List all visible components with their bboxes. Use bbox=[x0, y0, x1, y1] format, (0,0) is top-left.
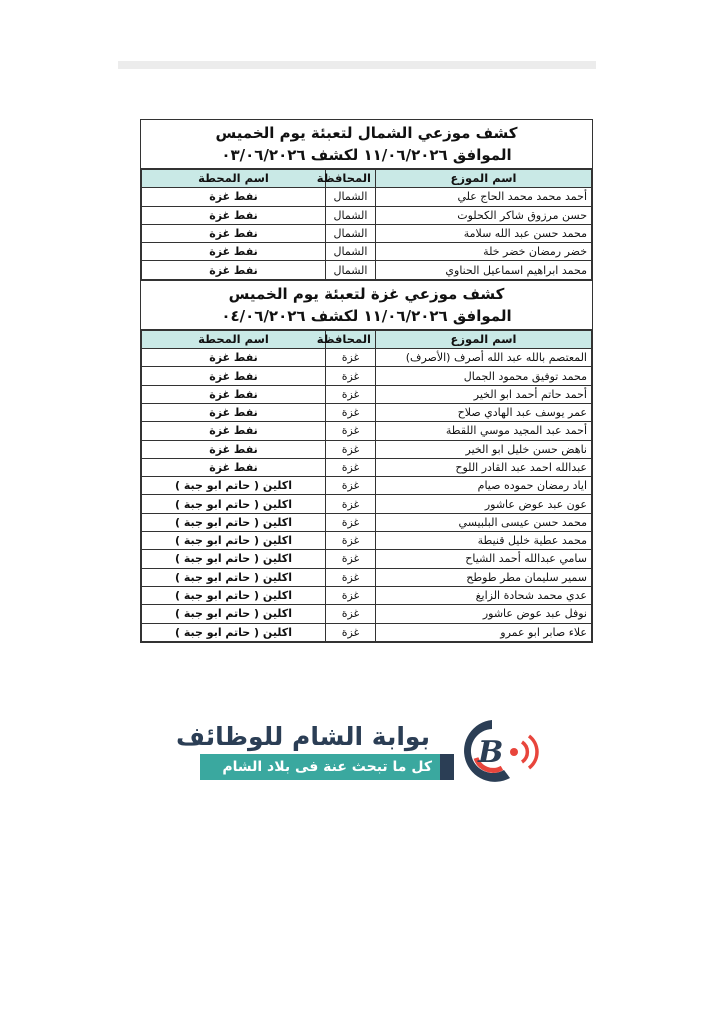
north-header-row bbox=[142, 170, 592, 188]
table-row bbox=[142, 206, 592, 224]
cell-station: اكلين ( حاتم ابو جبة ) bbox=[142, 623, 326, 641]
cell-station: نفط غزة bbox=[142, 458, 326, 476]
cell-gov: غزة bbox=[326, 605, 376, 623]
header-station: اسم المحطة bbox=[142, 170, 326, 188]
cell-gov: غزة bbox=[326, 495, 376, 513]
cell-name: عبدالله احمد عبد القادر اللوح bbox=[376, 458, 592, 476]
cell-name: ناهض حسن خليل ابو الخير bbox=[376, 440, 592, 458]
table-row bbox=[142, 477, 592, 495]
cell-gov: غزة bbox=[326, 440, 376, 458]
table-row bbox=[142, 605, 592, 623]
header-gov: المحافظة bbox=[326, 330, 376, 348]
cell-gov: الشمال bbox=[326, 224, 376, 242]
cell-station: نفط غزة bbox=[142, 224, 326, 242]
cell-name: أحمد عبد المجيد موسي اللقطة bbox=[376, 422, 592, 440]
table-row bbox=[142, 261, 592, 279]
logo-letter: B bbox=[478, 735, 504, 770]
cell-gov: غزة bbox=[326, 367, 376, 385]
cell-gov: غزة bbox=[326, 532, 376, 550]
cell-gov: غزة bbox=[326, 550, 376, 568]
cell-station: اكلين ( حاتم ابو جبة ) bbox=[142, 495, 326, 513]
logo-emblem-icon bbox=[452, 712, 544, 790]
table-row bbox=[142, 243, 592, 261]
cell-name: عمر يوسف عبد الهادي صلاح bbox=[376, 403, 592, 421]
logo-title: بوابة الشام للوظائف bbox=[175, 722, 430, 751]
cell-name: حسن مرزوق شاكر الكحلوت bbox=[376, 206, 592, 224]
cell-station: اكلين ( حاتم ابو جبة ) bbox=[142, 550, 326, 568]
cell-gov: غزة bbox=[326, 513, 376, 531]
table-row bbox=[142, 440, 592, 458]
cell-name: سمير سليمان مطر طوطح bbox=[376, 568, 592, 586]
cell-station: نفط غزة bbox=[142, 440, 326, 458]
cell-gov: الشمال bbox=[326, 261, 376, 279]
table-row bbox=[142, 568, 592, 586]
cell-name: محمد توفيق محمود الجمال bbox=[376, 367, 592, 385]
table-row bbox=[142, 349, 592, 367]
cell-gov: غزة bbox=[326, 477, 376, 495]
cell-station: نفط غزة bbox=[142, 403, 326, 421]
cell-name: علاء صابر ابو عمرو bbox=[376, 623, 592, 641]
cell-name: المعتصم بالله عبد الله أصرف (الأصرف) bbox=[376, 349, 592, 367]
cell-station: نفط غزة bbox=[142, 349, 326, 367]
cell-station: اكلين ( حاتم ابو جبة ) bbox=[142, 532, 326, 550]
cell-name: خضر رمضان خضر خلة bbox=[376, 243, 592, 261]
cell-name: أحمد حاتم أحمد ابو الخير bbox=[376, 385, 592, 403]
gaza-subtitle: الموافق ١١/٠٦/٢٠٢٦ لكشف ٠٤/٠٦/٢٠٢٦ bbox=[221, 306, 512, 325]
header-name: اسم الموزع bbox=[376, 330, 592, 348]
gaza-title-block bbox=[141, 280, 592, 330]
table-row bbox=[142, 586, 592, 604]
table-row bbox=[142, 367, 592, 385]
cell-gov: غزة bbox=[326, 349, 376, 367]
header-station: اسم المحطة bbox=[142, 330, 326, 348]
table-row bbox=[142, 188, 592, 206]
cell-station: اكلين ( حاتم ابو جبة ) bbox=[142, 513, 326, 531]
cell-station: اكلين ( حاتم ابو جبة ) bbox=[142, 568, 326, 586]
cell-gov: غزة bbox=[326, 422, 376, 440]
cell-station: نفط غزة bbox=[142, 367, 326, 385]
cell-gov: غزة bbox=[326, 385, 376, 403]
header-name: اسم الموزع bbox=[376, 170, 592, 188]
top-gray-bar bbox=[118, 61, 596, 69]
logo-mark-icon bbox=[452, 712, 544, 790]
gaza-header-row bbox=[142, 330, 592, 348]
cell-station: اكلين ( حاتم ابو جبة ) bbox=[142, 477, 326, 495]
cell-station: نفط غزة bbox=[142, 261, 326, 279]
cell-name: نوفل عبد عوض عاشور bbox=[376, 605, 592, 623]
cell-station: نفط غزة bbox=[142, 206, 326, 224]
table-row bbox=[142, 422, 592, 440]
gaza-table bbox=[141, 330, 592, 642]
gaza-title: كشف موزعي غزة لتعبئة يوم الخميس bbox=[228, 284, 505, 303]
cell-gov: غزة bbox=[326, 586, 376, 604]
cell-station: نفط غزة bbox=[142, 188, 326, 206]
table-row bbox=[142, 403, 592, 421]
cell-station: نفط غزة bbox=[142, 385, 326, 403]
cell-station: نفط غزة bbox=[142, 422, 326, 440]
cell-gov: غزة bbox=[326, 568, 376, 586]
cell-name: محمد حسن عبد الله سلامة bbox=[376, 224, 592, 242]
cell-name: عون عبد عوض عاشور bbox=[376, 495, 592, 513]
table-row bbox=[142, 623, 592, 641]
cell-name: محمد عطية خليل قنيطة bbox=[376, 532, 592, 550]
cell-name: أحمد محمد محمد الحاج علي bbox=[376, 188, 592, 206]
table-row bbox=[142, 458, 592, 476]
cell-gov: الشمال bbox=[326, 206, 376, 224]
cell-name: اياد رمضان حموده صيام bbox=[376, 477, 592, 495]
north-title-block bbox=[141, 120, 592, 169]
distributors-document bbox=[140, 119, 593, 643]
cell-name: عدي محمد شحادة الزايغ bbox=[376, 586, 592, 604]
north-title: كشف موزعي الشمال لتعبئة يوم الخميس bbox=[215, 124, 518, 142]
cell-gov: الشمال bbox=[326, 188, 376, 206]
cell-station: نفط غزة bbox=[142, 243, 326, 261]
site-logo bbox=[175, 700, 546, 812]
table-row bbox=[142, 550, 592, 568]
header-gov: المحافظة bbox=[326, 170, 376, 188]
cell-gov: غزة bbox=[326, 623, 376, 641]
cell-gov: غزة bbox=[326, 458, 376, 476]
cell-station: اكلين ( حاتم ابو جبة ) bbox=[142, 586, 326, 604]
table-row bbox=[142, 224, 592, 242]
logo-tagline: كل ما تبحث عنة فى بلاد الشام bbox=[200, 754, 454, 780]
cell-name: محمد ابراهيم اسماعيل الحناوي bbox=[376, 261, 592, 279]
table-row bbox=[142, 495, 592, 513]
cell-name: محمد حسن عيسى البلبيسي bbox=[376, 513, 592, 531]
table-row bbox=[142, 513, 592, 531]
table-row bbox=[142, 385, 592, 403]
cell-gov: الشمال bbox=[326, 243, 376, 261]
table-row bbox=[142, 532, 592, 550]
cell-name: سامي عبدالله أحمد الشياح bbox=[376, 550, 592, 568]
north-subtitle: الموافق ١١/٠٦/٢٠٢٦ لكشف ٠٣/٠٦/٢٠٢٦ bbox=[221, 146, 512, 164]
cell-gov: غزة bbox=[326, 403, 376, 421]
north-table bbox=[141, 169, 592, 280]
cell-station: اكلين ( حاتم ابو جبة ) bbox=[142, 605, 326, 623]
